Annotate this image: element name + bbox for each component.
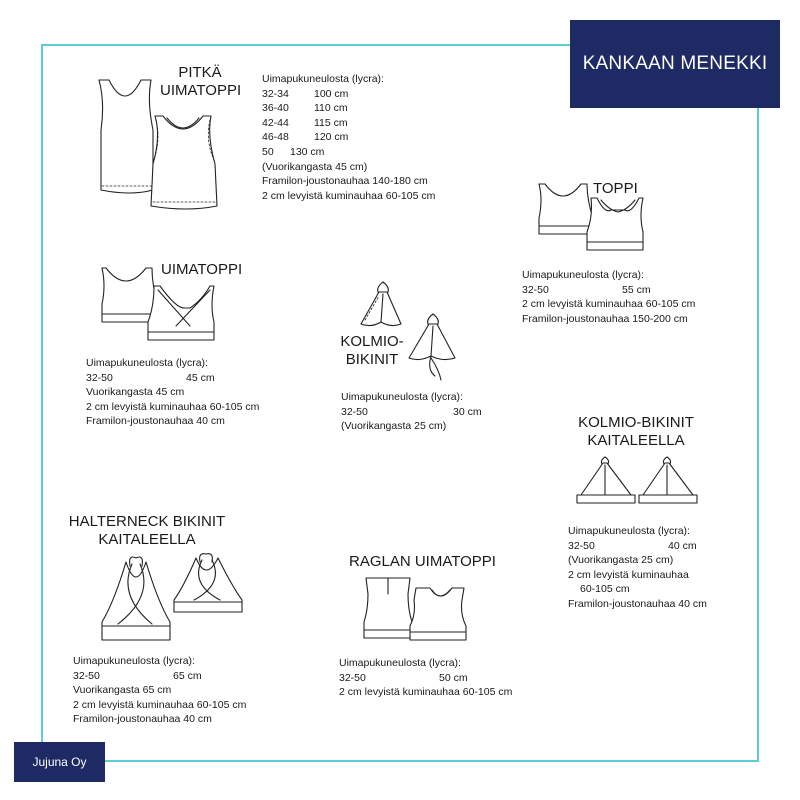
amount-cell: 55 cm xyxy=(622,283,651,296)
halterneck-bikini-sketch xyxy=(96,552,246,649)
raglan-note1: 2 cm levyistä kuminauhaa 60-105 cm xyxy=(339,686,513,699)
toppi-info xyxy=(522,268,695,326)
kolmio-kaitale-note1: (Vuorikangasta 25 cm) xyxy=(568,554,674,567)
kolmio-info xyxy=(341,390,482,434)
kolmio-kaitale-note2: 2 cm levyistä kuminauhaa xyxy=(568,568,689,581)
pitka-note2: Framilon-joustonauhaa 140-180 cm xyxy=(262,175,428,188)
kolmio-heading xyxy=(334,333,410,369)
kolmio-kaitale-name-line2: KAITALEELLA xyxy=(587,432,685,449)
toppi-heading: TOPPI xyxy=(593,180,638,197)
raglan-top-sketch xyxy=(360,574,470,651)
halterneck-fabric-label: Uimapukuneulosta (lycra): xyxy=(73,655,195,667)
table-row xyxy=(262,87,435,102)
table-row xyxy=(262,101,435,116)
halterneck-note2: 2 cm levyistä kuminauhaa 60-105 cm xyxy=(73,698,247,711)
size-cell: 36-40 xyxy=(262,102,289,115)
amount-cell: 120 cm xyxy=(314,131,349,144)
halterneck-name-line1: HALTERNECK BIKINIT xyxy=(68,513,226,530)
size-cell: 46-48 xyxy=(262,131,289,144)
amount-cell: 40 cm xyxy=(668,539,697,552)
table-row xyxy=(262,145,435,160)
pitka-fabric-label: Uimapukuneulosta (lycra): xyxy=(262,73,384,85)
amount-cell: 115 cm xyxy=(314,116,348,129)
kolmio-kaitale-info xyxy=(568,524,707,612)
page-title: KANKAAN MENEKKI xyxy=(570,20,780,108)
toppi-fabric-label: Uimapukuneulosta (lycra): xyxy=(522,269,644,281)
uimatoppi-heading: UIMATOPPI xyxy=(161,261,243,278)
pitka-note1: (Vuorikangasta 45 cm) xyxy=(262,160,368,173)
table-row xyxy=(522,283,695,298)
size-cell: 32-50 xyxy=(339,671,366,684)
size-cell: 42-44 xyxy=(262,116,289,129)
kolmio-note1: (Vuorikangasta 25 cm) xyxy=(341,420,447,433)
kolmio-kaitale-note4: Framilon-joustonauhaa 40 cm xyxy=(568,597,707,610)
halterneck-heading xyxy=(62,513,232,549)
size-cell: 32-50 xyxy=(522,283,549,296)
size-cell: 32-50 xyxy=(568,539,595,552)
uimatoppi-fabric-label: Uimapukuneulosta (lycra): xyxy=(86,357,208,369)
raglan-fabric-label: Uimapukuneulosta (lycra): xyxy=(339,657,461,669)
halterneck-note3: Framilon-joustonauhaa 40 cm xyxy=(73,713,212,726)
kolmio-kaitale-name-line1: KOLMIO-BIKINIT xyxy=(578,414,694,431)
kolmio-kaitale-fabric-label: Uimapukuneulosta (lycra): xyxy=(568,525,690,537)
kolmio-kaitale-note3: 60-105 cm xyxy=(580,583,630,596)
amount-cell: 110 cm xyxy=(314,102,348,115)
size-cell: 32-50 xyxy=(86,371,113,384)
size-cell: 32-50 xyxy=(73,669,100,682)
table-row xyxy=(262,116,435,131)
size-cell: 50 xyxy=(262,145,274,158)
uimatoppi-note3: Framilon-joustonauhaa 40 cm xyxy=(86,415,225,428)
amount-cell: 100 cm xyxy=(314,87,349,100)
toppi-note1: 2 cm levyistä kuminauhaa 60-105 cm xyxy=(522,298,696,311)
halterneck-name-line2: KAITALEELLA xyxy=(98,531,196,548)
pitka-name-line2: UIMATOPPI xyxy=(160,82,242,99)
kolmio-fabric-label: Uimapukuneulosta (lycra): xyxy=(341,391,463,403)
raglan-info xyxy=(339,656,512,700)
table-row xyxy=(262,130,435,145)
table-row xyxy=(568,539,707,554)
kolmio-kaitale-heading xyxy=(566,414,706,450)
amount-cell: 50 cm xyxy=(439,671,468,684)
pitka-name-line1: PITKÄ xyxy=(178,64,222,81)
uimatoppi-note1: Vuorikangasta 45 cm xyxy=(86,386,185,399)
table-row xyxy=(86,371,259,386)
kolmio-name-line2: BIKINIT xyxy=(345,351,399,368)
amount-cell: 130 cm xyxy=(290,145,325,158)
toppi-note2: Framilon-joustonauhaa 150-200 cm xyxy=(522,312,688,325)
uimatoppi-note2: 2 cm levyistä kuminauhaa 60-105 cm xyxy=(86,400,260,413)
halterneck-note1: Vuorikangasta 65 cm xyxy=(73,684,172,697)
amount-cell: 65 cm xyxy=(173,669,202,682)
table-row xyxy=(341,405,482,420)
halterneck-info xyxy=(73,654,246,727)
pitka-note3: 2 cm levyistä kuminauhaa 60-105 cm xyxy=(262,189,436,202)
triangle-bikini-band-sketch xyxy=(575,455,700,515)
brand-label: Jujuna Oy xyxy=(14,742,105,782)
size-cell: 32-50 xyxy=(341,405,368,418)
kolmio-name-line1: KOLMIO- xyxy=(340,333,404,350)
pitka-heading xyxy=(160,64,240,100)
uimatoppi-info xyxy=(86,356,259,429)
pitka-info xyxy=(262,72,435,203)
amount-cell: 30 cm xyxy=(453,405,482,418)
table-row xyxy=(339,671,512,686)
size-cell: 32-34 xyxy=(262,87,289,100)
raglan-heading: RAGLAN UIMATOPPI xyxy=(349,553,496,570)
table-row xyxy=(73,669,246,684)
amount-cell: 45 cm xyxy=(186,371,215,384)
